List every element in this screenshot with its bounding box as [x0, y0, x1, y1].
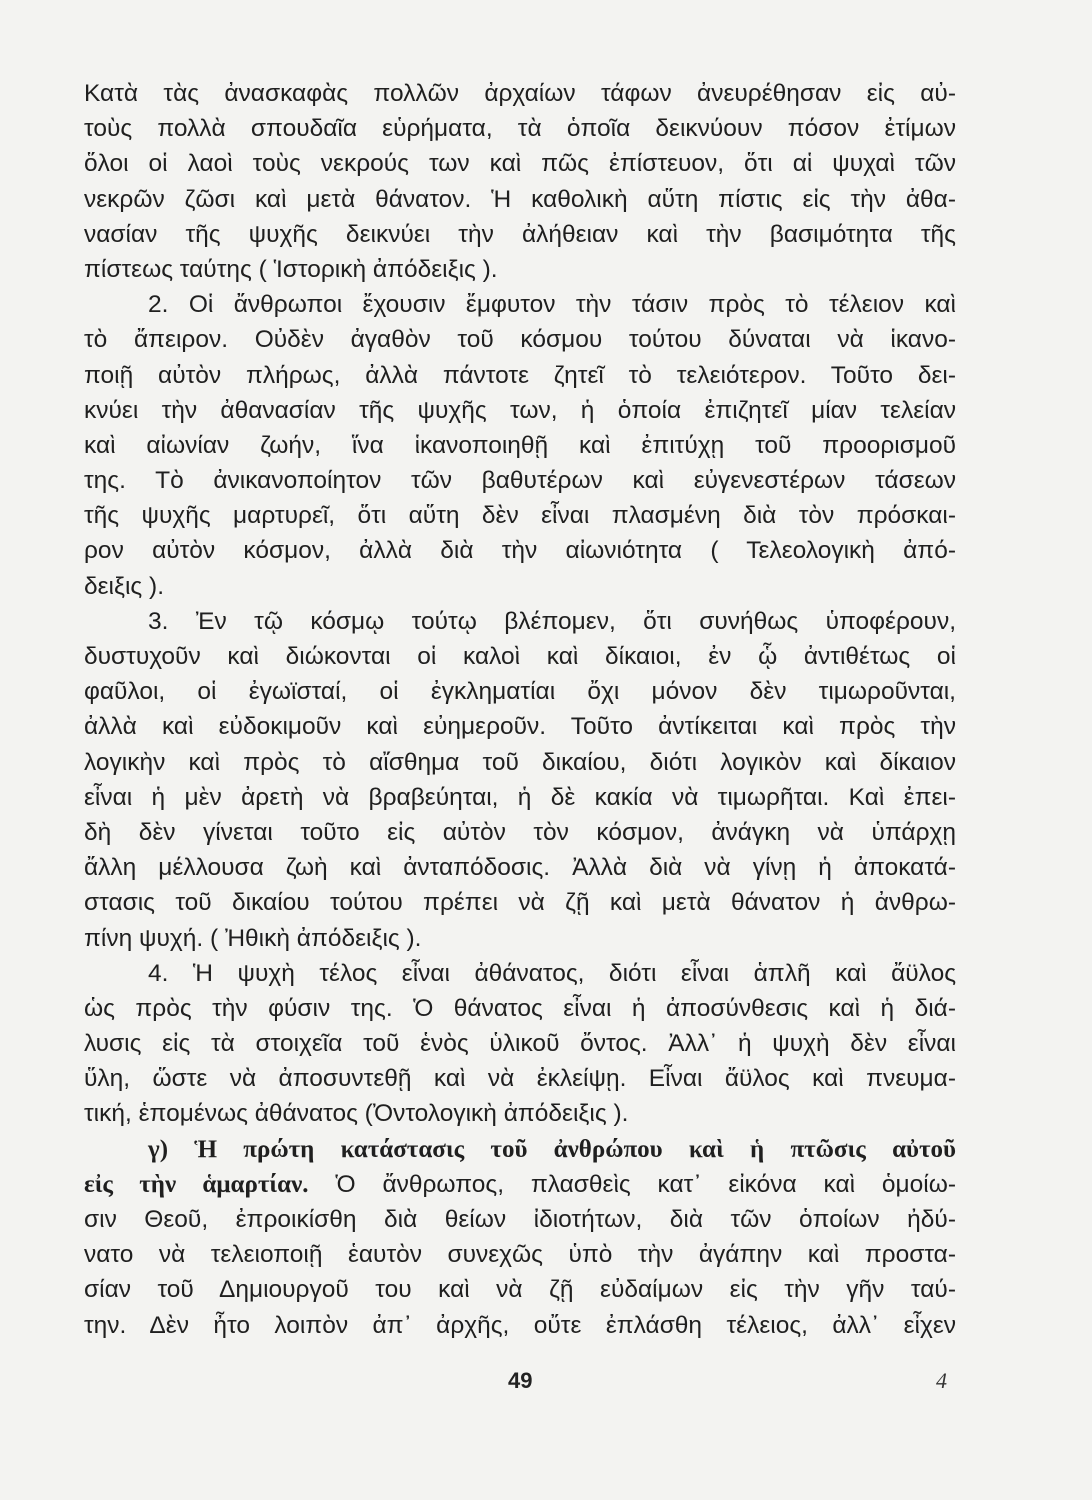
line-text: της. Τὸ ἀνικανοποίητον τῶν βαθυτέρων καὶ εὐγενεστέρων τάσεων [84, 467, 956, 495]
text-line [84, 533, 956, 568]
text-line [84, 146, 956, 181]
line-text: στασις τοῦ δικαίου τούτου πρέπει νὰ ζῇ καὶ μετὰ θάνατον ἡ ἀνθρω- [84, 889, 956, 917]
line-text: δὴ δὲν γίνεται τοῦτο εἰς αὐτὸν τὸν κόσμον, ἀνάγκη νὰ ὑπάρχῃ [84, 818, 956, 846]
line-text: 2. Οἱ ἄνθρωποι ἔχουσιν ἔμφυτον τὴν τάσιν πρὸς τὸ τέλειον καὶ [148, 291, 956, 319]
text-line [84, 111, 956, 146]
text-line [84, 498, 956, 533]
line-text: σίαν τοῦ Δημιουργοῦ του καὶ νὰ ζῇ εὐδαίμων εἰς τὴν γῆν ταύ- [84, 1276, 956, 1304]
text-line [84, 780, 956, 815]
line-text: δυστυχοῦν καὶ διώκονται οἱ καλοὶ καὶ δίκαιοι, ἐν ᾧ ἀντιθέτως οἱ [84, 643, 956, 670]
text-line [84, 1308, 956, 1343]
text-line [84, 182, 956, 217]
line-text: σιν Θεοῦ, ἐπροικίσθη διὰ θείων ἰδιοτήτων, διὰ τῶν ὁποίων ἠδύ- [84, 1206, 956, 1233]
line-text: 3. Ἐν τῷ κόσμῳ τούτῳ βλέπομεν, ὅτι συνήθως ὑποφέρουν, [148, 607, 956, 635]
line-text: ποιῇ αὐτὸν πλήρως, ἀλλὰ πάντοτε ζητεῖ τὸ τελειότερον. Τοῦτο δει- [84, 361, 956, 389]
line-text: τοὺς πολλὰ σπουδαῖα εὑρήματα, τὰ ὁποῖα δεικνύουν πόσον ἐτίμων [84, 115, 956, 143]
text-line [84, 1202, 956, 1237]
signature-mark: 4 [936, 1368, 947, 1393]
text-line [84, 604, 956, 639]
text-line [84, 850, 956, 885]
line-text: Κατὰ τὰς ἀνασκαφὰς πολλῶν ἀρχαίων τάφων ἀνευρέθησαν εἰς αὐ- [84, 80, 956, 107]
text-line [84, 745, 956, 780]
line-text: ὕλη, ὥστε νὰ ἀποσυντεθῇ καὶ νὰ ἐκλείψῃ. Εἶναι ἄϋλος καὶ πνευμα- [84, 1065, 956, 1093]
line-text: 4. Ἡ ψυχὴ τέλος εἶναι ἀθάνατος, διότι εἶναι ἁπλῆ καὶ ἄϋλος [148, 959, 956, 987]
line-text: λογικὴν καὶ πρὸς τὸ αἴσθημα τοῦ δικαίου, διότι λογικὸν καὶ δίκαιον [84, 748, 956, 776]
text-line [84, 569, 956, 604]
text-line [84, 1272, 956, 1307]
line-text: πίστεως ταύτης ( Ἱστορικὴ ἀπόδειξις ). [84, 255, 498, 283]
text-line [84, 709, 956, 744]
text-line [84, 639, 956, 674]
text-line [84, 322, 956, 357]
text-line [84, 1132, 956, 1167]
text-line [84, 1061, 956, 1096]
line-text: νασίαν τῆς ψυχῆς δεικνύει τὴν ἀλήθειαν καὶ τὴν βασιμότητα τῆς [84, 220, 956, 248]
line-text: φαῦλοι, οἱ ἐγωϊσταί, οἱ ἐγκληματίαι ὄχι μόνον δὲν τιμωροῦνται, [84, 678, 956, 706]
text-line [84, 76, 956, 111]
text-line [84, 815, 956, 850]
line-text: Ὁ ἄνθρωπος, πλασθεὶς κατ᾿ εἰκόνα καὶ ὁμοίω- [308, 1170, 956, 1198]
text-line [84, 1237, 956, 1272]
text-line [84, 217, 956, 252]
text-line [84, 991, 956, 1026]
line-text: λυσις εἰς τὰ στοιχεῖα τοῦ ἑνὸς ὑλικοῦ ὄντος. Ἀλλ᾿ ἡ ψυχὴ δὲν εἶναι [84, 1030, 956, 1058]
line-text: κνύει τὴν ἀθανασίαν τῆς ψυχῆς των, ἡ ὁποία ἐπιζητεῖ μίαν τελείαν [84, 396, 956, 424]
line-text: ἄλλη μέλλουσα ζωὴ καὶ ἀνταπόδοσις. Ἀλλὰ διὰ νὰ γίνῃ ἡ ἀποκατά- [84, 854, 956, 882]
line-text: εἶναι ἡ μὲν ἀρετὴ νὰ βραβεύηται, ἡ δὲ κακία νὰ τιμωρῆται. Καὶ ἐπει- [84, 783, 956, 811]
line-text: τῆς ψυχῆς μαρτυρεῖ, ὅτι αὕτη δὲν εἶναι πλασμένη διὰ τὸν πρόσκαι- [84, 502, 956, 530]
line-text: ρον αὐτὸν κόσμον, ἀλλὰ διὰ τὴν αἰωνιότητα ( Τελεολογικὴ ἀπό- [84, 537, 956, 565]
section-heading: γ) Ἡ πρώτη κατάστασις τοῦ ἀνθρώπου καὶ ἡ πτῶσις αὐτοῦ [148, 1135, 956, 1163]
text-line [84, 1167, 956, 1202]
page-body-text [84, 76, 956, 1343]
line-text: τὸ ἄπειρον. Οὐδὲν ἀγαθὸν τοῦ κόσμου τούτου δύναται νὰ ἱκανο- [84, 326, 956, 354]
line-text: ἀλλὰ καὶ εὐδοκιμοῦν καὶ εὐημεροῦν. Τοῦτο ἀντίκειται καὶ πρὸς τὴν [84, 713, 956, 741]
text-line [84, 1096, 956, 1131]
line-text: ὅλοι οἱ λαοὶ τοὺς νεκρούς των καὶ πῶς ἐπίστευον, ὅτι αἱ ψυχαὶ τῶν [84, 150, 956, 178]
text-line [84, 956, 956, 991]
text-line [84, 921, 956, 956]
line-text: τική, ἑπομένως ἀθάνατος (Ὀντολογικὴ ἀπόδειξις ). [84, 1100, 629, 1128]
line-text: την. Δὲν ἦτο λοιπὸν ἀπ᾿ ἀρχῆς, οὔτε ἐπλάσθη τέλειος, ἀλλ᾿ εἶχεν [84, 1311, 956, 1339]
line-text: πίνη ψυχή. ( Ἠθικὴ ἀπόδειξις ). [84, 924, 422, 952]
page-number: 49 [508, 1368, 533, 1393]
text-line [84, 463, 956, 498]
text-line [84, 428, 956, 463]
text-line [84, 674, 956, 709]
text-line [84, 885, 956, 920]
line-text: νατο νὰ τελειοποιῇ ἑαυτὸν συνεχῶς ὑπὸ τὴν ἀγάπην καὶ προστα- [84, 1241, 956, 1269]
text-line [84, 1026, 956, 1061]
text-line [84, 252, 956, 287]
line-text: νεκρῶν ζῶσι καὶ μετὰ θάνατον. Ἡ καθολικὴ αὕτη πίστις εἰς τὴν ἀθα- [84, 185, 956, 213]
line-text: δειξις ). [84, 572, 164, 600]
section-heading: εἰς τὴν ἁμαρτίαν. [84, 1170, 309, 1198]
line-text: ὡς πρὸς τὴν φύσιν της. Ὁ θάνατος εἶναι ἡ ἀποσύνθεσις καὶ ἡ διά- [84, 994, 956, 1022]
text-line [84, 358, 956, 393]
text-line [84, 287, 956, 322]
line-text: καὶ αἰωνίαν ζωήν, ἵνα ἱκανοποιηθῇ καὶ ἐπιτύχῃ τοῦ προορισμοῦ [84, 431, 956, 459]
text-line [84, 393, 956, 428]
